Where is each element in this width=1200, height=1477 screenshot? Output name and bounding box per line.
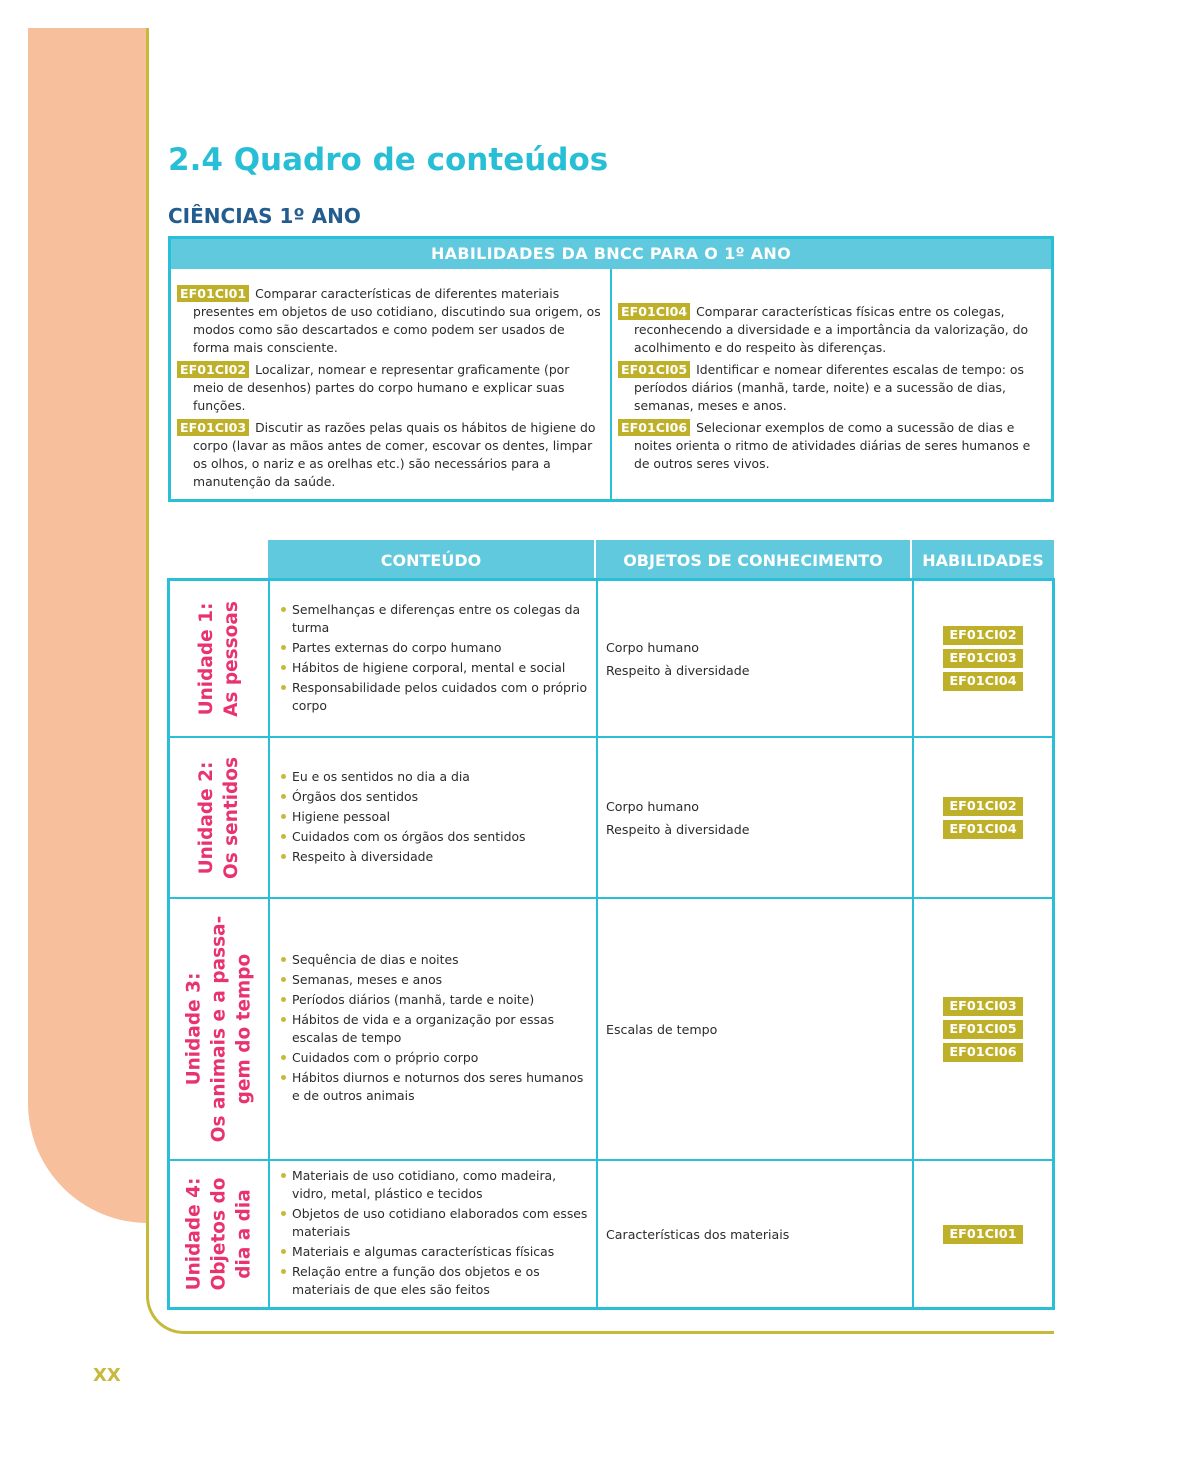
skill-text: Localizar, nomear e representar graficamente (por meio de desenhos) partes do corpo humano e explicar suas funções. [193, 362, 570, 413]
table-row [170, 1161, 1052, 1307]
list-item: Hábitos diurnos e noturnos dos seres humanos e de outros animais [280, 1069, 588, 1105]
skill-code: EF01CI01 [177, 285, 249, 302]
skill-code-badge: EF01CI06 [943, 1043, 1023, 1062]
list-item: Cuidados com os órgãos dos sentidos [280, 828, 588, 846]
table-row [170, 899, 1052, 1161]
list-item: Semanas, meses e anos [280, 971, 588, 989]
skill-item [177, 361, 602, 415]
knowledge-object: Características dos materiais [606, 1226, 790, 1242]
unit-label: Unidade 1: As pessoas [196, 600, 242, 717]
list-item: Períodos diários (manhã, tarde e noite) [280, 991, 588, 1009]
page-number: XX [93, 1365, 121, 1386]
objects-cell [598, 1161, 914, 1307]
content-table [167, 578, 1055, 1310]
skill-code-badge: EF01CI03 [943, 997, 1023, 1016]
list-item: Hábitos de higiene corporal, mental e social [280, 659, 588, 677]
list-item: Partes externas do corpo humano [280, 639, 588, 657]
skills-cell [914, 899, 1052, 1159]
skill-code-badge: EF01CI04 [943, 672, 1023, 691]
unit-label: Unidade 2: Os sentidos [196, 756, 242, 879]
list-item: Sequência de dias e noites [280, 951, 588, 969]
skill-text: Comparar características físicas entre os colegas, reconhecendo a diversidade e a importância da valorização, do acolhimento e do respeito às diferenças. [634, 304, 1029, 355]
skill-item [177, 285, 602, 357]
content-table-header [268, 540, 1054, 580]
skills-cell [914, 1161, 1052, 1307]
content-cell [270, 738, 598, 897]
skills-box [168, 236, 1054, 502]
list-item: Semelhanças e diferenças entre os colegas da turma [280, 601, 588, 637]
page-subtitle: CIÊNCIAS 1º ANO [168, 204, 361, 228]
list-item: Materiais de uso cotidiano, como madeira, vidro, metal, plástico e tecidos [280, 1167, 588, 1203]
skill-code: EF01CI02 [177, 361, 249, 378]
unit-label: Unidade 4: Objetos do dia a dia [183, 1177, 255, 1291]
skill-code-badge: EF01CI02 [943, 626, 1023, 645]
skill-item [618, 303, 1043, 357]
knowledge-object: Respeito à diversidade [606, 821, 750, 837]
list-item: Relação entre a função dos objetos e os materiais de que eles são feitos [280, 1263, 588, 1299]
objects-cell [598, 738, 914, 897]
content-cell [270, 1161, 598, 1307]
skill-text: Selecionar exemplos de como a sucessão de dias e noites orienta o ritmo de atividades diárias de seres humanos e de outros seres vivos. [634, 420, 1031, 471]
content-cell [270, 581, 598, 736]
list-item: Eu e os sentidos no dia a dia [280, 768, 588, 786]
skill-item [177, 419, 602, 491]
skills-cell [914, 581, 1052, 736]
list-item: Objetos de uso cotidiano elaborados com esses materiais [280, 1205, 588, 1241]
content-cell [270, 899, 598, 1159]
skill-code-badge: EF01CI04 [943, 820, 1023, 839]
skill-code-badge: EF01CI02 [943, 797, 1023, 816]
skill-item [618, 361, 1043, 415]
knowledge-object: Respeito à diversidade [606, 662, 750, 678]
knowledge-object: Corpo humano [606, 639, 700, 655]
skills-column-right [612, 269, 1051, 499]
skill-code-badge: EF01CI01 [943, 1225, 1023, 1244]
skill-text: Comparar características de diferentes materiais presentes em objetos de uso cotidiano, discutindo sua origem, os modos como são descartados e como podem ser usados de forma mais consciente. [193, 286, 601, 355]
list-item: Respeito à diversidade [280, 848, 588, 866]
skill-text: Discutir as razões pelas quais os hábitos de higiene do corpo (lavar as mãos antes de comer, escovar os dentes, limpar os olhos, o nariz e as orelhas etc.) são necessários para a manutenção da saúde. [193, 420, 596, 489]
page-title: 2.4 Quadro de conteúdos [168, 142, 609, 178]
skill-code: EF01CI04 [618, 303, 690, 320]
list-item: Cuidados com o próprio corpo [280, 1049, 588, 1067]
skill-code: EF01CI03 [177, 419, 249, 436]
list-item: Materiais e algumas características físicas [280, 1243, 588, 1261]
list-item: Hábitos de vida e a organização por essas escalas de tempo [280, 1011, 588, 1047]
knowledge-object: Escalas de tempo [606, 1021, 718, 1037]
unit-label: Unidade 3: Os animais e a passa- gem do tempo [183, 915, 255, 1143]
unit-cell [170, 1161, 270, 1307]
list-item: Higiene pessoal [280, 808, 588, 826]
unit-cell [170, 899, 270, 1159]
skills-cell [914, 738, 1052, 897]
skills-box-header: HABILIDADES DA BNCC PARA O 1º ANO [171, 239, 1051, 269]
knowledge-object: Corpo humano [606, 798, 700, 814]
skill-code: EF01CI06 [618, 419, 690, 436]
skill-code-badge: EF01CI05 [943, 1020, 1023, 1039]
column-header-objects: OBJETOS DE CONHECIMENTO [596, 540, 912, 580]
unit-cell [170, 581, 270, 736]
table-row [170, 581, 1052, 738]
unit-cell [170, 738, 270, 897]
list-item: Responsabilidade pelos cuidados com o próprio corpo [280, 679, 588, 715]
skill-item [618, 419, 1043, 473]
column-header-skills: HABILIDADES [912, 540, 1054, 580]
decorative-side-band [28, 28, 148, 1223]
table-row [170, 738, 1052, 899]
skill-text: Identificar e nomear diferentes escalas de tempo: os períodos diários (manhã, tarde, noite) e a sucessão de dias, semanas, meses e anos. [634, 362, 1024, 413]
objects-cell [598, 899, 914, 1159]
objects-cell [598, 581, 914, 736]
column-header-content: CONTEÚDO [268, 540, 596, 580]
skills-column-left [171, 269, 612, 499]
skill-code: EF01CI05 [618, 361, 690, 378]
skill-code-badge: EF01CI03 [943, 649, 1023, 668]
list-item: Órgãos dos sentidos [280, 788, 588, 806]
